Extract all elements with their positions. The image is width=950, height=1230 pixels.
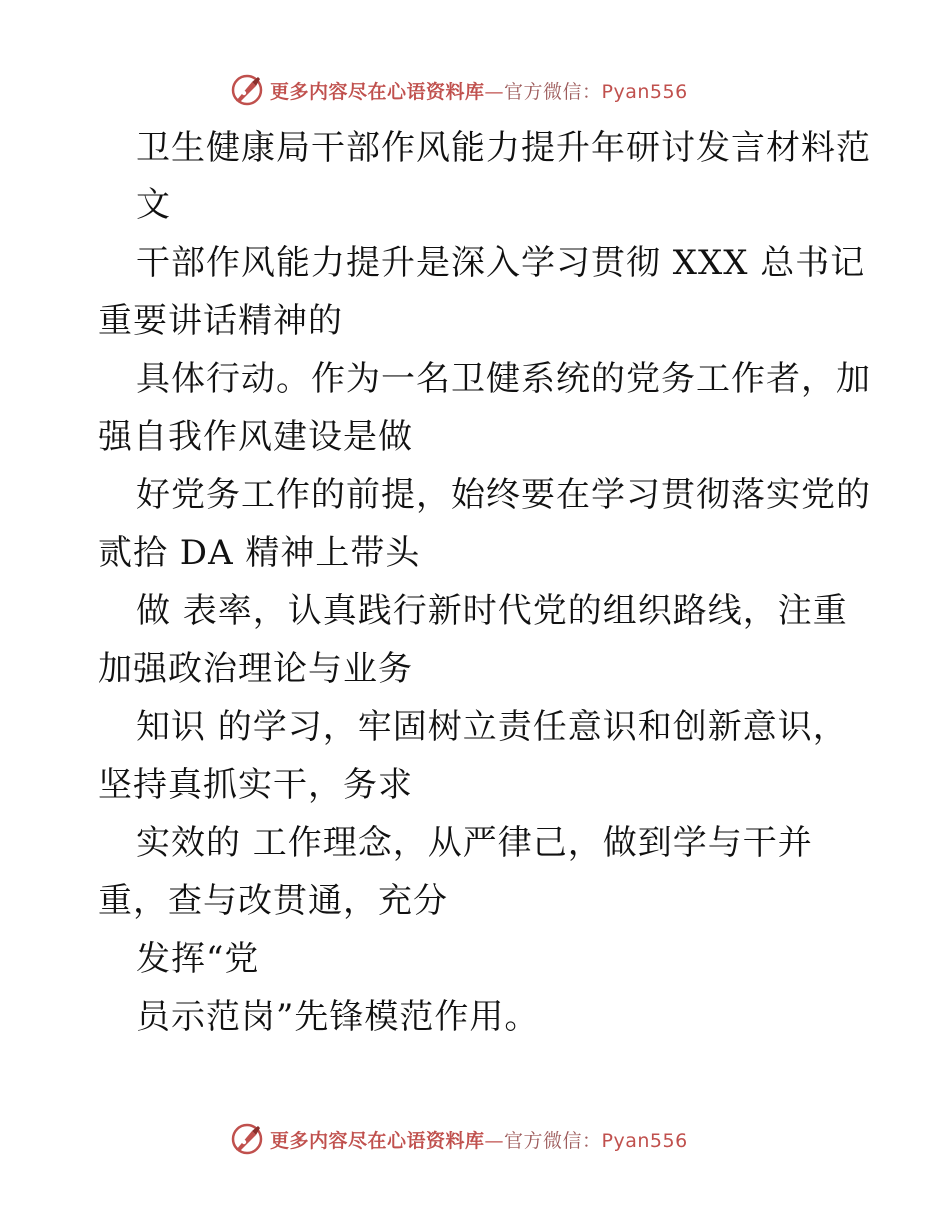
doc-line: 重要讲话精神的 xyxy=(98,301,343,341)
footer-banner xyxy=(230,1121,750,1157)
doc-line: 贰拾 DA 精神上带头 xyxy=(98,533,421,573)
doc-line: 实效的 工作理念，从严律己，做到学与干并 xyxy=(136,823,813,863)
doc-line: 坚持真抓实干，务求 xyxy=(98,765,413,805)
banner-wechat-id: Pyan556 xyxy=(601,80,688,103)
doc-line: 具体行动。作为一名卫健系统的党务工作者，加 xyxy=(136,359,871,399)
feather-pen-logo-icon xyxy=(230,73,264,107)
doc-line: 好党务工作的前提，始终要在学习贯彻落实党的 xyxy=(136,475,871,515)
doc-line: 做 表率，认真践行新时代党的组织路线，注重 xyxy=(136,591,848,631)
doc-line: 加强政治理论与业务 xyxy=(98,649,413,689)
feather-pen-logo-icon xyxy=(230,1122,264,1156)
banner-wechat-id: Pyan556 xyxy=(601,1129,688,1152)
banner-dash: — xyxy=(484,80,505,103)
doc-line: 强自我作风建设是做 xyxy=(98,417,413,457)
banner-lead-text: 更多内容尽在心语资料库 xyxy=(270,1129,485,1152)
banner-text xyxy=(270,1126,688,1153)
banner-text xyxy=(270,77,688,104)
doc-line: 员示范岗”先锋模范作用。 xyxy=(136,997,540,1037)
doc-line: 干部作风能力提升是深入学习贯彻 XXX 总书记 xyxy=(136,243,866,283)
banner-wechat-label: 官方微信： xyxy=(504,80,602,103)
doc-line: 重，查与改贯通，充分 xyxy=(98,881,448,921)
doc-title-line-2: 文 xyxy=(136,185,171,225)
doc-line: 发挥“党 xyxy=(136,939,260,979)
banner-wechat-label: 官方微信： xyxy=(504,1129,602,1152)
banner-lead-text: 更多内容尽在心语资料库 xyxy=(270,80,485,103)
banner-dash: — xyxy=(484,1129,505,1152)
doc-title-line-1: 卫生健康局干部作风能力提升年研讨发言材料范 xyxy=(136,128,871,168)
doc-line: 知识 的学习，牢固树立责任意识和创新意识， xyxy=(136,707,848,747)
header-banner xyxy=(230,72,750,108)
